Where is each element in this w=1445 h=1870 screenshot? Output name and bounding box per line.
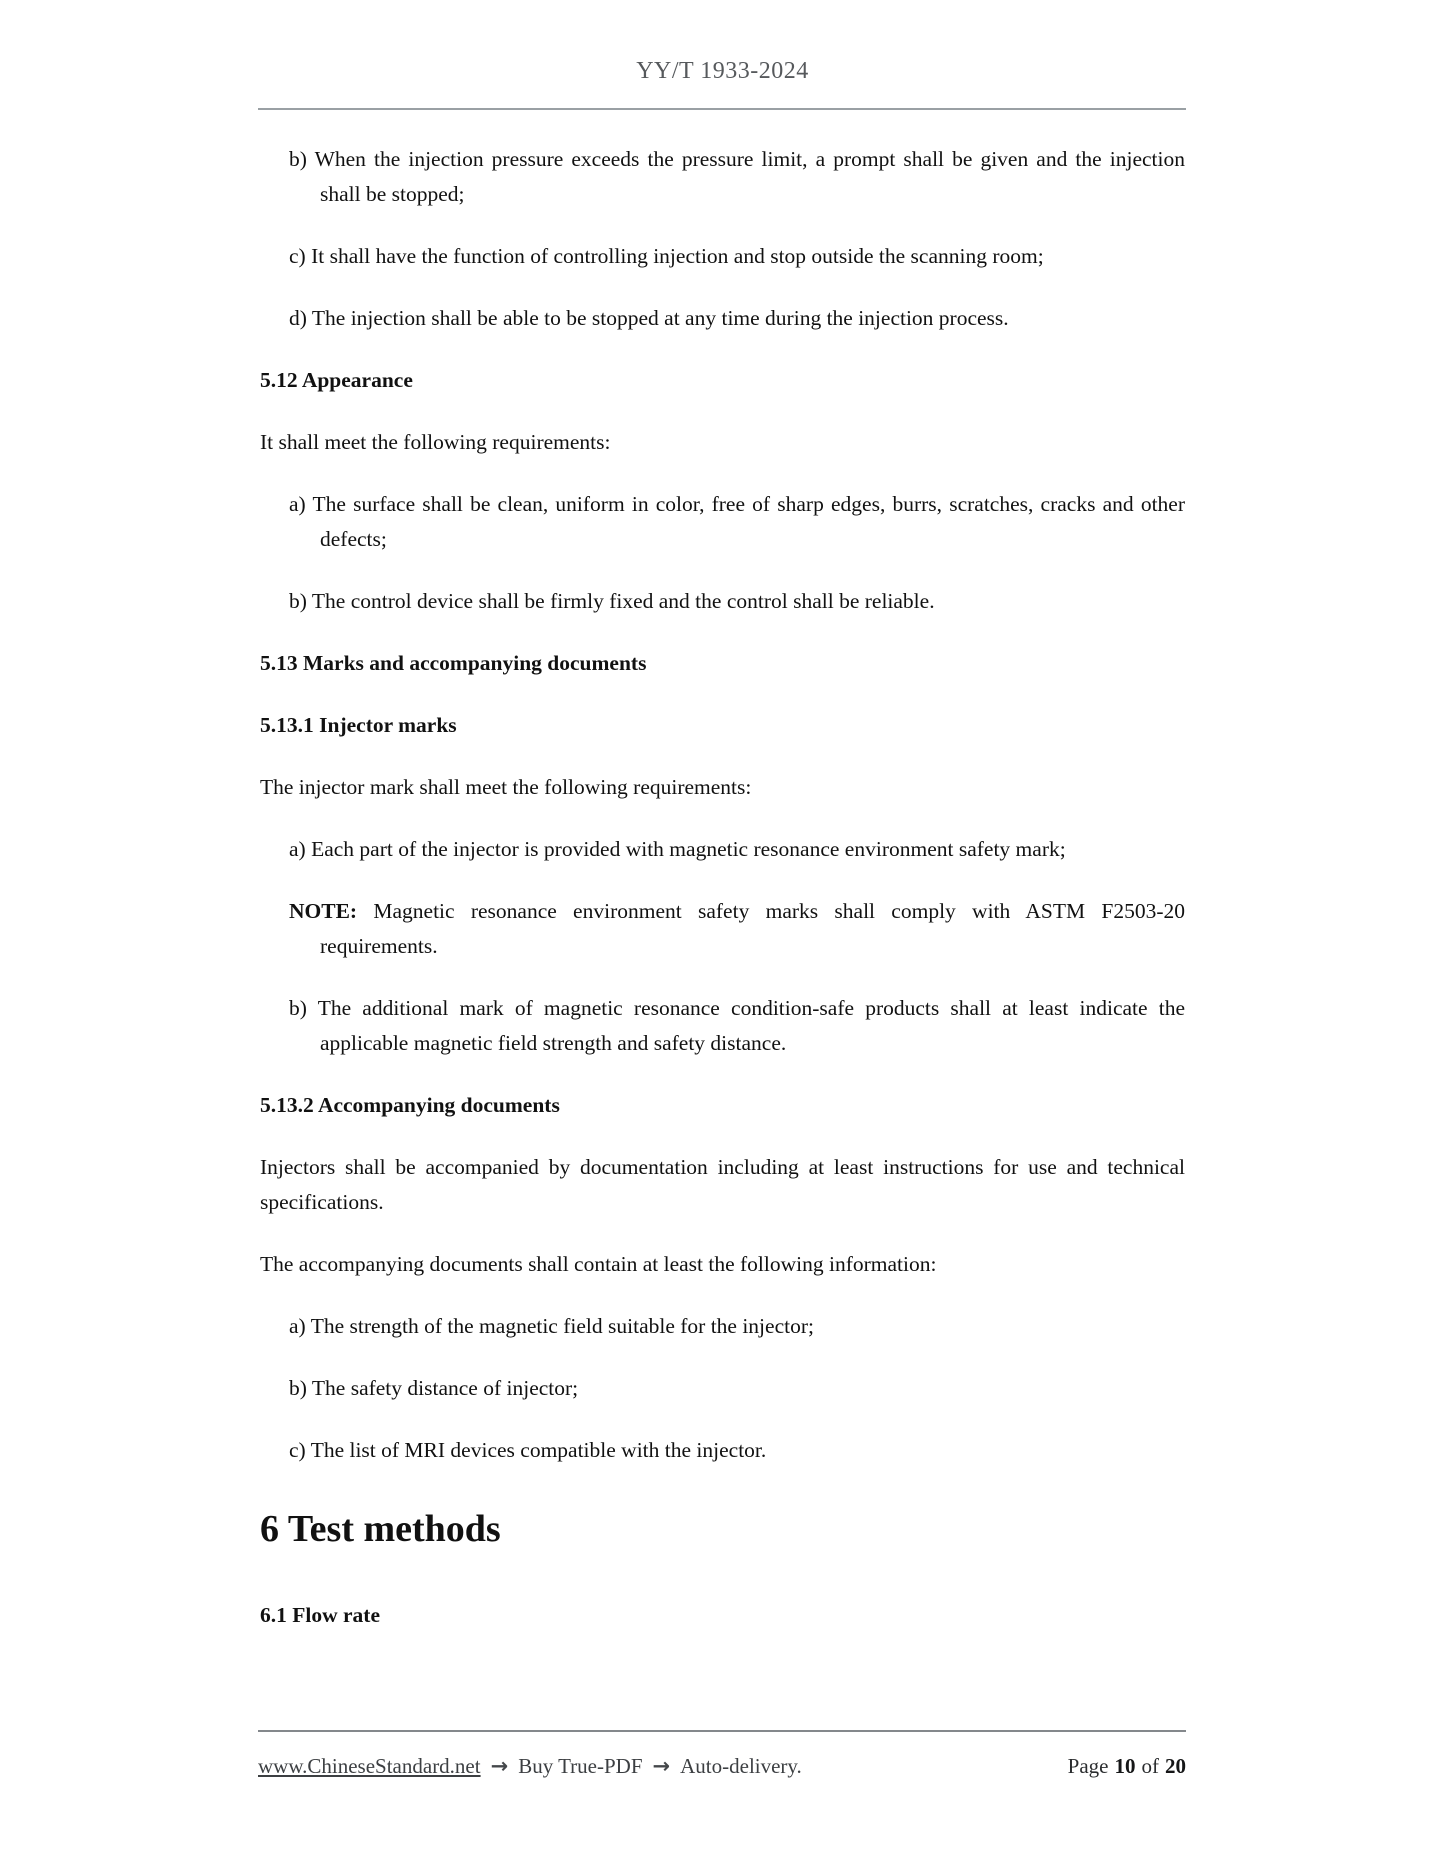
page-total: 20 [1165,1754,1186,1778]
list-item: a) Each part of the injector is provided with magnetic resonance environment safety mark; [289,837,1066,861]
list-item: a) The surface shall be clean, uniform in color, free of sharp edges, burrs, scratches, cracks and other defects; [289,492,1185,551]
auto-delivery-text: Auto-delivery. [680,1754,802,1778]
page-of-label: of [1141,1754,1159,1778]
page-current: 10 [1114,1754,1136,1778]
section-heading: 5.12 Appearance [260,368,413,392]
note-label: NOTE: [289,899,358,923]
list-item: b) The safety distance of injector; [289,1376,579,1400]
paragraph: Injectors shall be accompanied by documentation including at least instructions for use and technical specifications. [260,1155,1185,1214]
website-link[interactable]: www.ChineseStandard.net [258,1754,481,1778]
paragraph: The accompanying documents shall contain at least the following information: [260,1252,937,1276]
page-footer [258,1730,1186,1779]
doc-number: YY/T 1933-2024 [636,58,809,84]
page-indicator [1062,1754,1186,1779]
list-item: c) The list of MRI devices compatible with the injector. [289,1438,767,1462]
list-item: b) When the injection pressure exceeds the pressure limit, a prompt shall be given and the injection shall be stopped; [289,147,1185,206]
list-item: c) It shall have the function of controlling injection and stop outside the scanning room; [289,244,1044,268]
note-text: Magnetic resonance environment safety marks shall comply with ASTM F2503-20 requirements. [320,899,1185,958]
buy-pdf-text: Buy True-PDF [518,1754,643,1778]
list-item: b) The control device shall be firmly fixed and the control shall be reliable. [289,589,935,613]
page-label: Page [1067,1754,1109,1778]
chapter-heading: 6 Test methods [260,1508,501,1550]
paragraph: It shall meet the following requirements: [260,430,611,454]
paragraph: The injector mark shall meet the following requirements: [260,775,752,799]
section-heading: 6.1 Flow rate [260,1603,381,1627]
note [260,894,1185,964]
footer-links [258,1754,802,1779]
section-heading: 5.13 Marks and accompanying documents [260,651,647,675]
list-item: b) The additional mark of magnetic resonance condition-safe products shall at least indicate the applicable magnetic field strength and safety distance. [289,996,1185,1055]
arrow-right-icon: → [490,1754,509,1778]
list-item: a) The strength of the magnetic field suitable for the injector; [289,1314,814,1338]
list-item: d) The injection shall be able to be stopped at any time during the injection process. [289,306,1009,330]
subsection-heading: 5.13.1 Injector marks [260,713,457,737]
subsection-heading: 5.13.2 Accompanying documents [260,1093,560,1117]
arrow-right-icon: → [652,1754,671,1778]
